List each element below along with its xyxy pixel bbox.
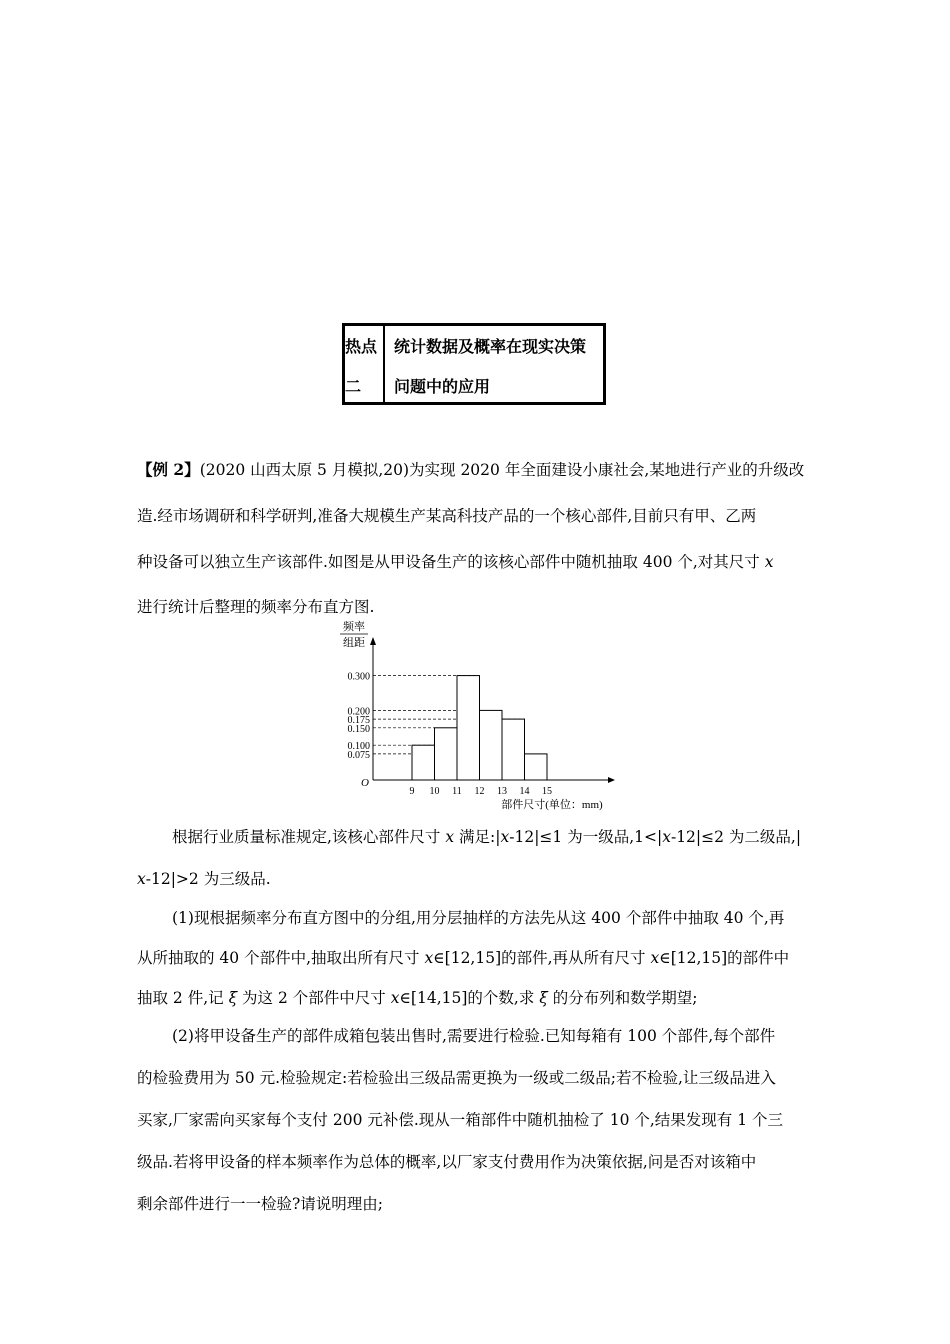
- y-tick-label: 0.175: [347, 715, 370, 727]
- q2-line-3: 买家,厂家需向买家每个支付 200 元补偿.现从一箱部件中随机抽检了 10 个,结果发现有 1 个三: [137, 1111, 784, 1129]
- q1-line-2: [137, 946, 789, 968]
- y-axis-arrow: [370, 637, 376, 645]
- histogram-bar: [525, 754, 548, 780]
- histogram-bar: [435, 728, 458, 780]
- standard-text-a: 根据行业质量标准规定,该核心部件尺寸: [172, 828, 446, 846]
- y-label-bottom: 组距: [343, 637, 365, 649]
- q1-text-a: 从所抽取的 40 个部件中,抽取出所有尺寸: [137, 949, 425, 967]
- example-text-1: (2020 山西太原 5 月模拟,20)为实现 2020 年全面建设小康社会,某地进行产业的升级改: [199, 461, 805, 479]
- x-tick-label: 9: [409, 786, 415, 797]
- q1-text-c: ∈[12,15]的部件中: [659, 949, 790, 967]
- x-tick-label: 10: [429, 786, 440, 797]
- var-x: x: [764, 553, 774, 571]
- var-x: x: [390, 989, 400, 1007]
- q1-text-d: 抽取 2 件,记: [137, 989, 229, 1007]
- standard-line-1: [172, 825, 801, 847]
- q1-text-f: ∈[14,15]的个数,求: [399, 989, 540, 1007]
- q2-line-5: 剩余部件进行一一检验?请说明理由;: [137, 1195, 384, 1213]
- var-x: x: [650, 949, 660, 967]
- x-tick-label: 11: [452, 786, 462, 797]
- x-tick-label: 14: [519, 786, 530, 797]
- standard-text-c: -12|≤1 为一级品,1<|: [509, 828, 663, 846]
- y-label-top: 频率: [343, 621, 365, 633]
- var-x: x: [662, 828, 671, 846]
- var-x: x: [137, 870, 146, 888]
- histogram-chart: [330, 615, 630, 815]
- y-tick-label: 0.075: [347, 749, 370, 761]
- heading-title: [385, 326, 603, 402]
- q2-line-4: 级品.若将甲设备的样本频率作为总体的概率,以厂家支付费用作为决策依据,问是否对该箱中: [137, 1153, 757, 1171]
- q2-line-2: 的检验费用为 50 元.检验规定:若检验出三级品需更换为一级或二级品;若不检验,让三级品进入: [137, 1069, 776, 1087]
- example-line-3: [137, 550, 773, 572]
- q2-line-1: (2)将甲设备生产的部件成箱包装出售时,需要进行检验.已知每箱有 100 个部件,每个部件: [172, 1027, 776, 1045]
- origin-label: O: [361, 777, 369, 789]
- heading-label: [345, 326, 385, 402]
- q1-line-3: [137, 986, 697, 1008]
- histogram-bar: [502, 719, 525, 780]
- x-axis-arrow: [608, 777, 615, 783]
- standard-text-d: -12|≤2 为二级品,|: [670, 828, 802, 846]
- heading-title-line2: 问题中的应用: [394, 377, 491, 396]
- q1-text-b: ∈[12,15]的部件,再从所有尺寸: [433, 949, 651, 967]
- example-line-2: 造.经市场调研和科学研判,准备大规模生产某高科技产品的一个核心部件,目前只有甲、乙两: [137, 507, 757, 525]
- histogram-bar: [480, 710, 503, 780]
- y-tick-label: 0.200: [347, 706, 370, 718]
- y-tick-label: 0.150: [347, 723, 370, 735]
- var-x: x: [445, 828, 455, 846]
- q1-line-1: (1)现根据频率分布直方图中的分组,用分层抽样的方法先从这 400 个部件中抽取 40 个,再: [172, 909, 785, 927]
- var-x: x: [424, 949, 434, 967]
- section-heading-box: [342, 323, 606, 405]
- standard-text-b: 满足:|: [454, 828, 501, 846]
- standard-line-2: [137, 867, 271, 889]
- histogram-bar: [457, 676, 480, 780]
- x-tick-label: 13: [497, 786, 507, 797]
- heading-title-line1: 统计数据及概率在现实决策: [394, 337, 587, 356]
- example-text-3: 种设备可以独立生产该部件.如图是从甲设备生产的该核心部件中随机抽取 400 个,对其尺寸: [137, 553, 765, 571]
- x-tick-label: 15: [542, 786, 552, 797]
- histogram-bar: [412, 745, 435, 780]
- var-xi: ξ: [539, 989, 548, 1007]
- q1-text-g: 的分布列和数学期望;: [547, 989, 698, 1007]
- var-x: x: [500, 828, 510, 846]
- x-tick-label: 12: [474, 786, 485, 797]
- example-line-1: [137, 458, 804, 480]
- y-tick-label: 0.100: [347, 741, 370, 753]
- standard-text-e: -12|>2 为三级品.: [145, 870, 271, 888]
- y-tick-label: 0.300: [347, 671, 370, 683]
- var-xi: ξ: [228, 989, 238, 1007]
- example-label: 【例 2】: [137, 460, 200, 479]
- heading-label-line2: 二: [345, 377, 362, 396]
- heading-label-line1: 热点: [345, 337, 378, 356]
- q1-text-e: 为这 2 个部件中尺寸: [237, 989, 391, 1007]
- x-axis-label: 部件尺寸(单位：mm): [501, 799, 603, 811]
- example-line-4: 进行统计后整理的频率分布直方图.: [137, 598, 375, 616]
